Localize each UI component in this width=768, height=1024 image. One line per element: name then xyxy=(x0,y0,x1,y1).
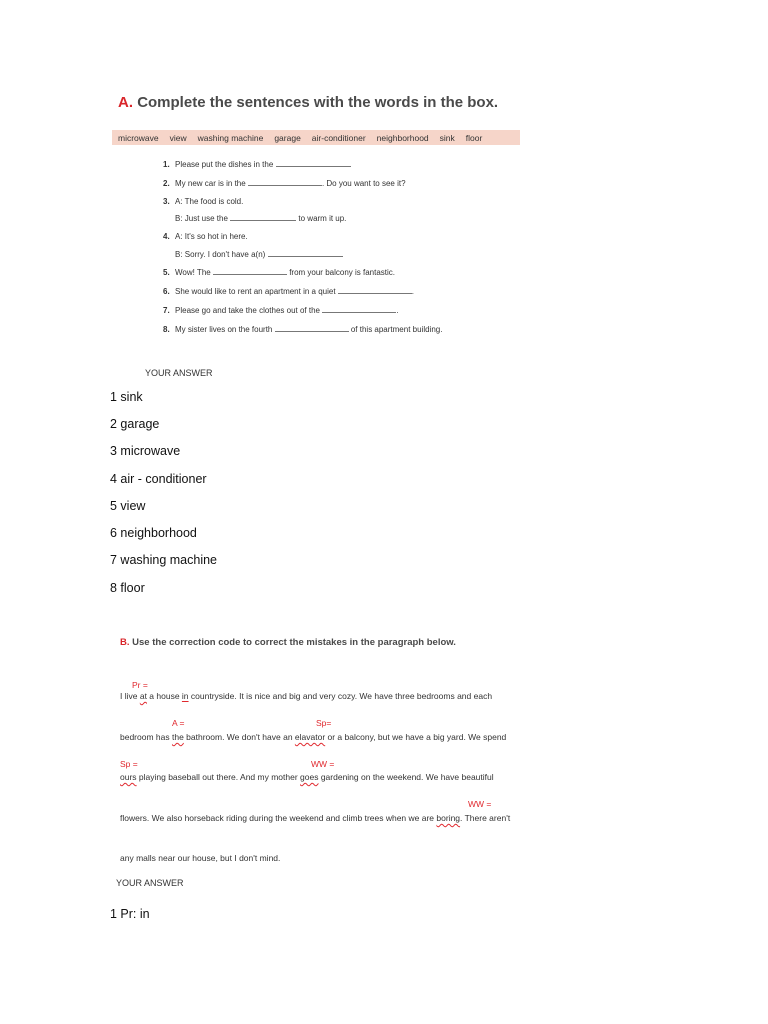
word-item: microwave xyxy=(118,132,159,143)
marked-word: in xyxy=(181,691,189,701)
answer-blank xyxy=(276,159,350,167)
correction-code: A = xyxy=(172,718,185,728)
correction-code: Sp = xyxy=(120,759,138,769)
section-b-heading xyxy=(120,637,456,648)
marked-word: boring xyxy=(436,813,461,823)
answer-blank xyxy=(230,213,296,221)
correction-code: WW = xyxy=(311,759,335,769)
paragraph-line-4: flowers. We also horseback riding during the weekend and climb trees when we are boring. There aren't xyxy=(120,813,511,823)
section-b-title: Use the correction code to correct the mistakes in the paragraph below. xyxy=(132,637,456,648)
paragraph-line-1: I live at a house in countryside. It is nice and big and very cozy. We have three bedrooms and each xyxy=(120,691,493,701)
question-4a: 4. A: It's so hot in here. xyxy=(163,232,248,241)
answer-blank xyxy=(213,267,287,275)
answer-line: 7 washing machine xyxy=(110,553,218,567)
answer-line: 8 floor xyxy=(110,581,145,595)
question-4b: B: Sorry. I don't have a(n) . xyxy=(175,250,344,259)
section-a-title: Complete the sentences with the words in the box. xyxy=(137,94,499,111)
answer-line: 1 sink xyxy=(110,390,143,404)
question-5: 5. Wow! The from your balcony is fantastic. xyxy=(163,268,396,277)
word-item: neighborhood xyxy=(376,132,429,143)
your-answer-label: YOUR ANSWER xyxy=(116,878,184,888)
section-b-letter: B xyxy=(120,637,127,648)
word-item: washing machine xyxy=(197,132,264,143)
question-3a: 3. A: The food is cold. xyxy=(163,197,244,206)
paragraph-line-2: bedroom has the bathroom. We don't have an elavator or a balcony, but we have a big yard. We spend xyxy=(120,732,507,742)
answer-blank xyxy=(322,305,396,313)
question-7: 7. Please go and take the clothes out of the . xyxy=(163,306,399,315)
correction-code: WW = xyxy=(468,799,492,809)
answer-line: 4 air - conditioner xyxy=(110,472,207,486)
section-a-dot: . xyxy=(128,94,134,111)
paragraph-line-3: ours playing baseball out there. And my mother goes gardening on the weekend. We have beautiful xyxy=(120,772,494,782)
correction-code: Pr = xyxy=(132,680,148,690)
marked-word: goes xyxy=(300,772,319,782)
section-b-dot: . xyxy=(126,637,130,648)
paragraph-line-5: any malls near our house, but I don't mind. xyxy=(120,853,281,863)
answer-line: 3 microwave xyxy=(110,444,181,458)
word-item: garage xyxy=(274,132,301,143)
marked-word: elavator xyxy=(294,732,326,742)
answer-line: 5 view xyxy=(110,499,146,513)
your-answer-label: YOUR ANSWER xyxy=(145,368,213,378)
question-6: 6. She would like to rent an apartment in a quiet . xyxy=(163,287,415,296)
question-3b: B: Just use the to warm it up. xyxy=(175,214,347,223)
word-item: air-conditioner xyxy=(311,132,366,143)
word-box xyxy=(112,130,520,145)
word-item: view xyxy=(169,132,187,143)
answer-line: 2 garage xyxy=(110,417,160,431)
answer-line: 6 neighborhood xyxy=(110,526,197,540)
answer-blank xyxy=(248,178,322,186)
correction-code: Sp= xyxy=(316,718,332,728)
marked-word: the xyxy=(171,732,184,742)
question-1: 1. Please put the dishes in the . xyxy=(163,160,352,169)
section-a-heading xyxy=(118,94,498,111)
marked-word: at xyxy=(139,691,147,701)
section-a-letter: A xyxy=(118,94,129,111)
word-item: sink xyxy=(439,132,455,143)
question-8: 8. My sister lives on the fourth of this apartment building. xyxy=(163,325,443,334)
question-2: 2. My new car is in the . Do you want to see it? xyxy=(163,179,406,188)
marked-word: ours xyxy=(120,772,137,782)
answer-line: 1 Pr: in xyxy=(110,907,150,921)
answer-blank xyxy=(275,324,349,332)
answer-blank xyxy=(338,286,412,294)
word-item: floor xyxy=(465,132,483,143)
answer-blank xyxy=(268,249,342,257)
